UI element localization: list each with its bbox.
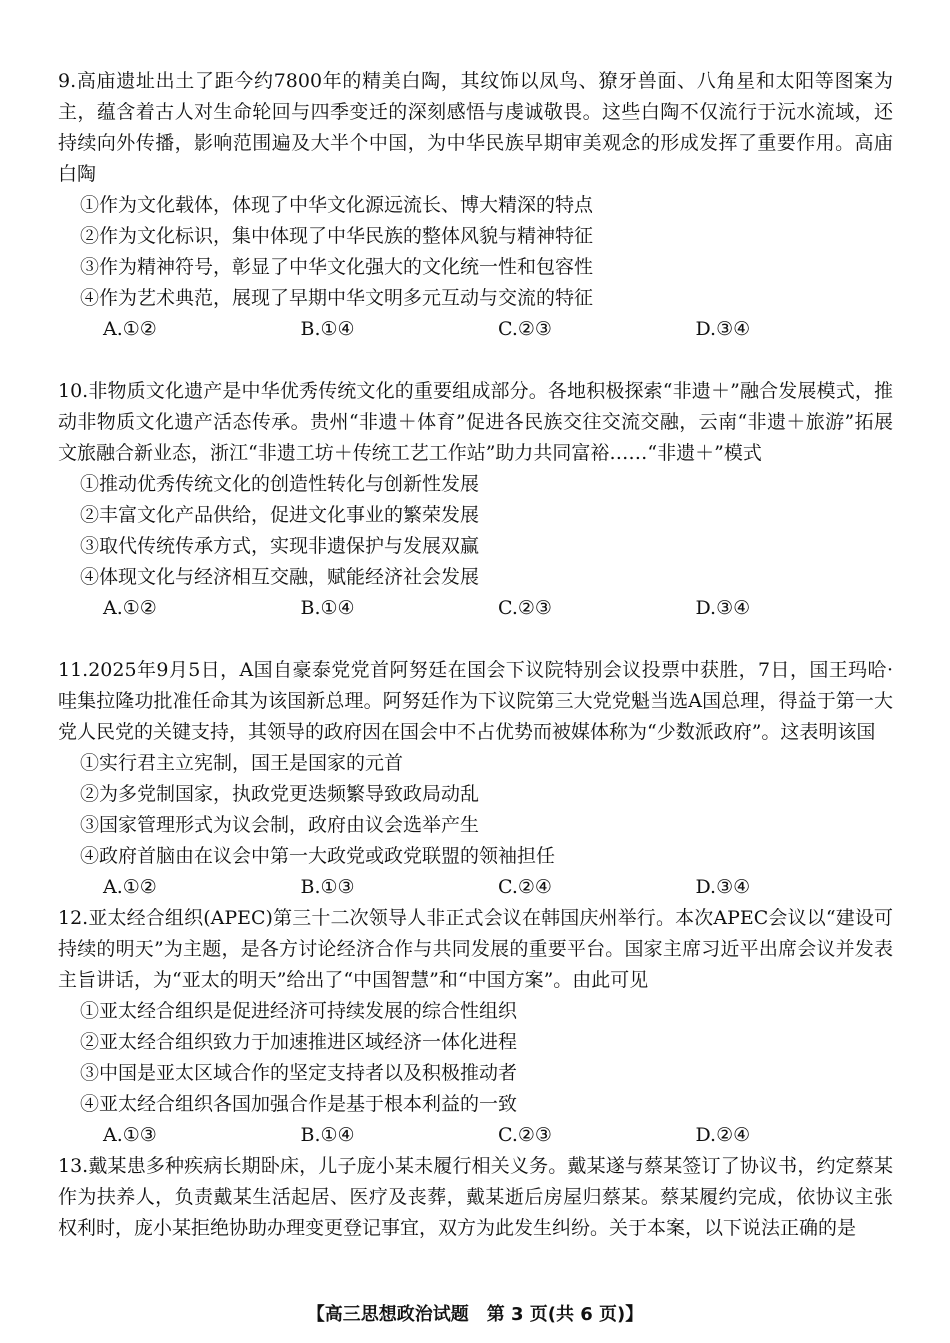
statement-option: ④体现文化与经济相互交融，赋能经济社会发展 [80,566,480,588]
choice-c: C.②③ [498,1124,552,1146]
question-stem: 12.亚太经合组织(APEC)第三十二次领导人非正式会议在韩国庆州举行。本次APEC会议以“建设可持续的明天”为主题，是各方讨论经济合作与共同发展的重要平台。国家主席习近平出席会议并发表主旨讲话，为“亚太的明天”给出了“中国智慧”和“中国方案”。由此可见 [58,907,893,991]
statement-option: ②为多党制国家，执政党更迭频繁导致政局动乱 [80,783,480,805]
choice-a: A.①② [103,876,157,898]
choice-b: B.①③ [300,876,355,898]
option-list [58,748,893,872]
option-list [58,190,893,314]
statement-option: ①作为文化载体，体现了中华文化源远流长、博大精深的特点 [80,194,594,216]
question-stem: 9.高庙遗址出土了距今约7800年的精美白陶，其纹饰以凤鸟、獠牙兽面、八角星和太阳等图案为主，蕴含着古人对生命轮回与四季变迁的深刻感悟与虔诚敬畏。这些白陶不仅流行于沅水流域，还持续向外传播，影响范围遍及大半个中国，为中华民族早期审美观念的形成发挥了重要作用。高庙白陶 [58,70,893,185]
statement-option: ④亚太经合组织各国加强合作是基于根本利益的一致 [80,1093,518,1115]
choice-d: D.③④ [695,597,751,619]
statement-option: ③取代传统传承方式，实现非遗保护与发展双赢 [80,535,480,557]
statement-option: ②丰富文化产品供给，促进文化事业的繁荣发展 [80,504,480,526]
choice-c: C.②③ [498,318,552,340]
question-10 [58,376,893,624]
statement-option: ①推动优秀传统文化的创造性转化与创新性发展 [80,473,480,495]
choice-a: A.①② [103,597,157,619]
choice-d: D.②④ [695,1124,751,1146]
statement-option: ①亚太经合组织是促进经济可持续发展的综合性组织 [80,1000,518,1022]
choice-d: D.③④ [695,876,751,898]
page-footer: 【高三思想政治试题 第 3 页(共 6 页)】 [306,1304,644,1325]
statement-option: ④作为艺术典范，展现了早期中华文明多元互动与交流的特征 [80,287,594,309]
option-list [58,469,893,593]
choice-b: B.①④ [300,1124,355,1146]
choice-d: D.③④ [695,318,751,340]
question-stem: 10.非物质文化遗产是中华优秀传统文化的重要组成部分。各地积极探索“非遗＋”融合发展模式，推动非物质文化遗产活态传承。贵州“非遗＋体育”促进各民族交往交流交融，云南“非遗＋旅游”拓展文旅融合新业态，浙江“非遗工坊＋传统工艺工作站”助力共同富裕……“非遗＋”模式 [58,380,893,464]
statement-option: ③国家管理形式为议会制，政府由议会选举产生 [80,814,480,836]
answer-choices [58,314,893,345]
question-12 [58,903,893,1151]
statement-option: ②亚太经合组织致力于加速推进区域经济一体化进程 [80,1031,518,1053]
choice-a: A.①② [103,318,157,340]
question-11 [58,655,893,903]
choice-c: C.②③ [498,597,552,619]
question-stem: 13.戴某患多种疾病长期卧床，儿子庞小某未履行相关义务。戴某遂与蔡某签订了协议书，约定蔡某作为扶养人，负责戴某生活起居、医疗及丧葬，戴某逝后房屋归蔡某。蔡某履约完成，依协议主张权利时，庞小某拒绝协助办理变更登记事宜，双方为此发生纠纷。关于本案，以下说法正确的是 [58,1155,893,1239]
choice-a: A.①③ [103,1124,157,1146]
answer-choices [58,1120,893,1151]
question-9 [58,66,893,345]
question-13 [58,1151,893,1244]
statement-option: ②作为文化标识，集中体现了中华民族的整体风貌与精神特征 [80,225,594,247]
statement-option: ①实行君主立宪制，国王是国家的元首 [80,752,404,774]
statement-option: ③中国是亚太区域合作的坚定支持者以及积极推动者 [80,1062,518,1084]
choice-c: C.②④ [498,876,552,898]
choice-b: B.①④ [300,597,355,619]
answer-choices [58,872,893,903]
question-stem: 11.2025年9月5日，A国自豪泰党党首阿努廷在国会下议院特别会议投票中获胜，7日，国王玛哈·哇集拉隆功批准任命其为该国新总理。阿努廷作为下议院第三大党党魁当选A国总理，得益于第一大党人民党的关键支持，其领导的政府因在国会中不占优势而被媒体称为“少数派政府”。这表明该国 [58,659,893,743]
answer-choices [58,593,893,624]
option-list [58,996,893,1120]
statement-option: ③作为精神符号，彰显了中华文化强大的文化统一性和包容性 [80,256,594,278]
choice-b: B.①④ [300,318,355,340]
statement-option: ④政府首脑由在议会中第一大政党或政党联盟的领袖担任 [80,845,556,867]
